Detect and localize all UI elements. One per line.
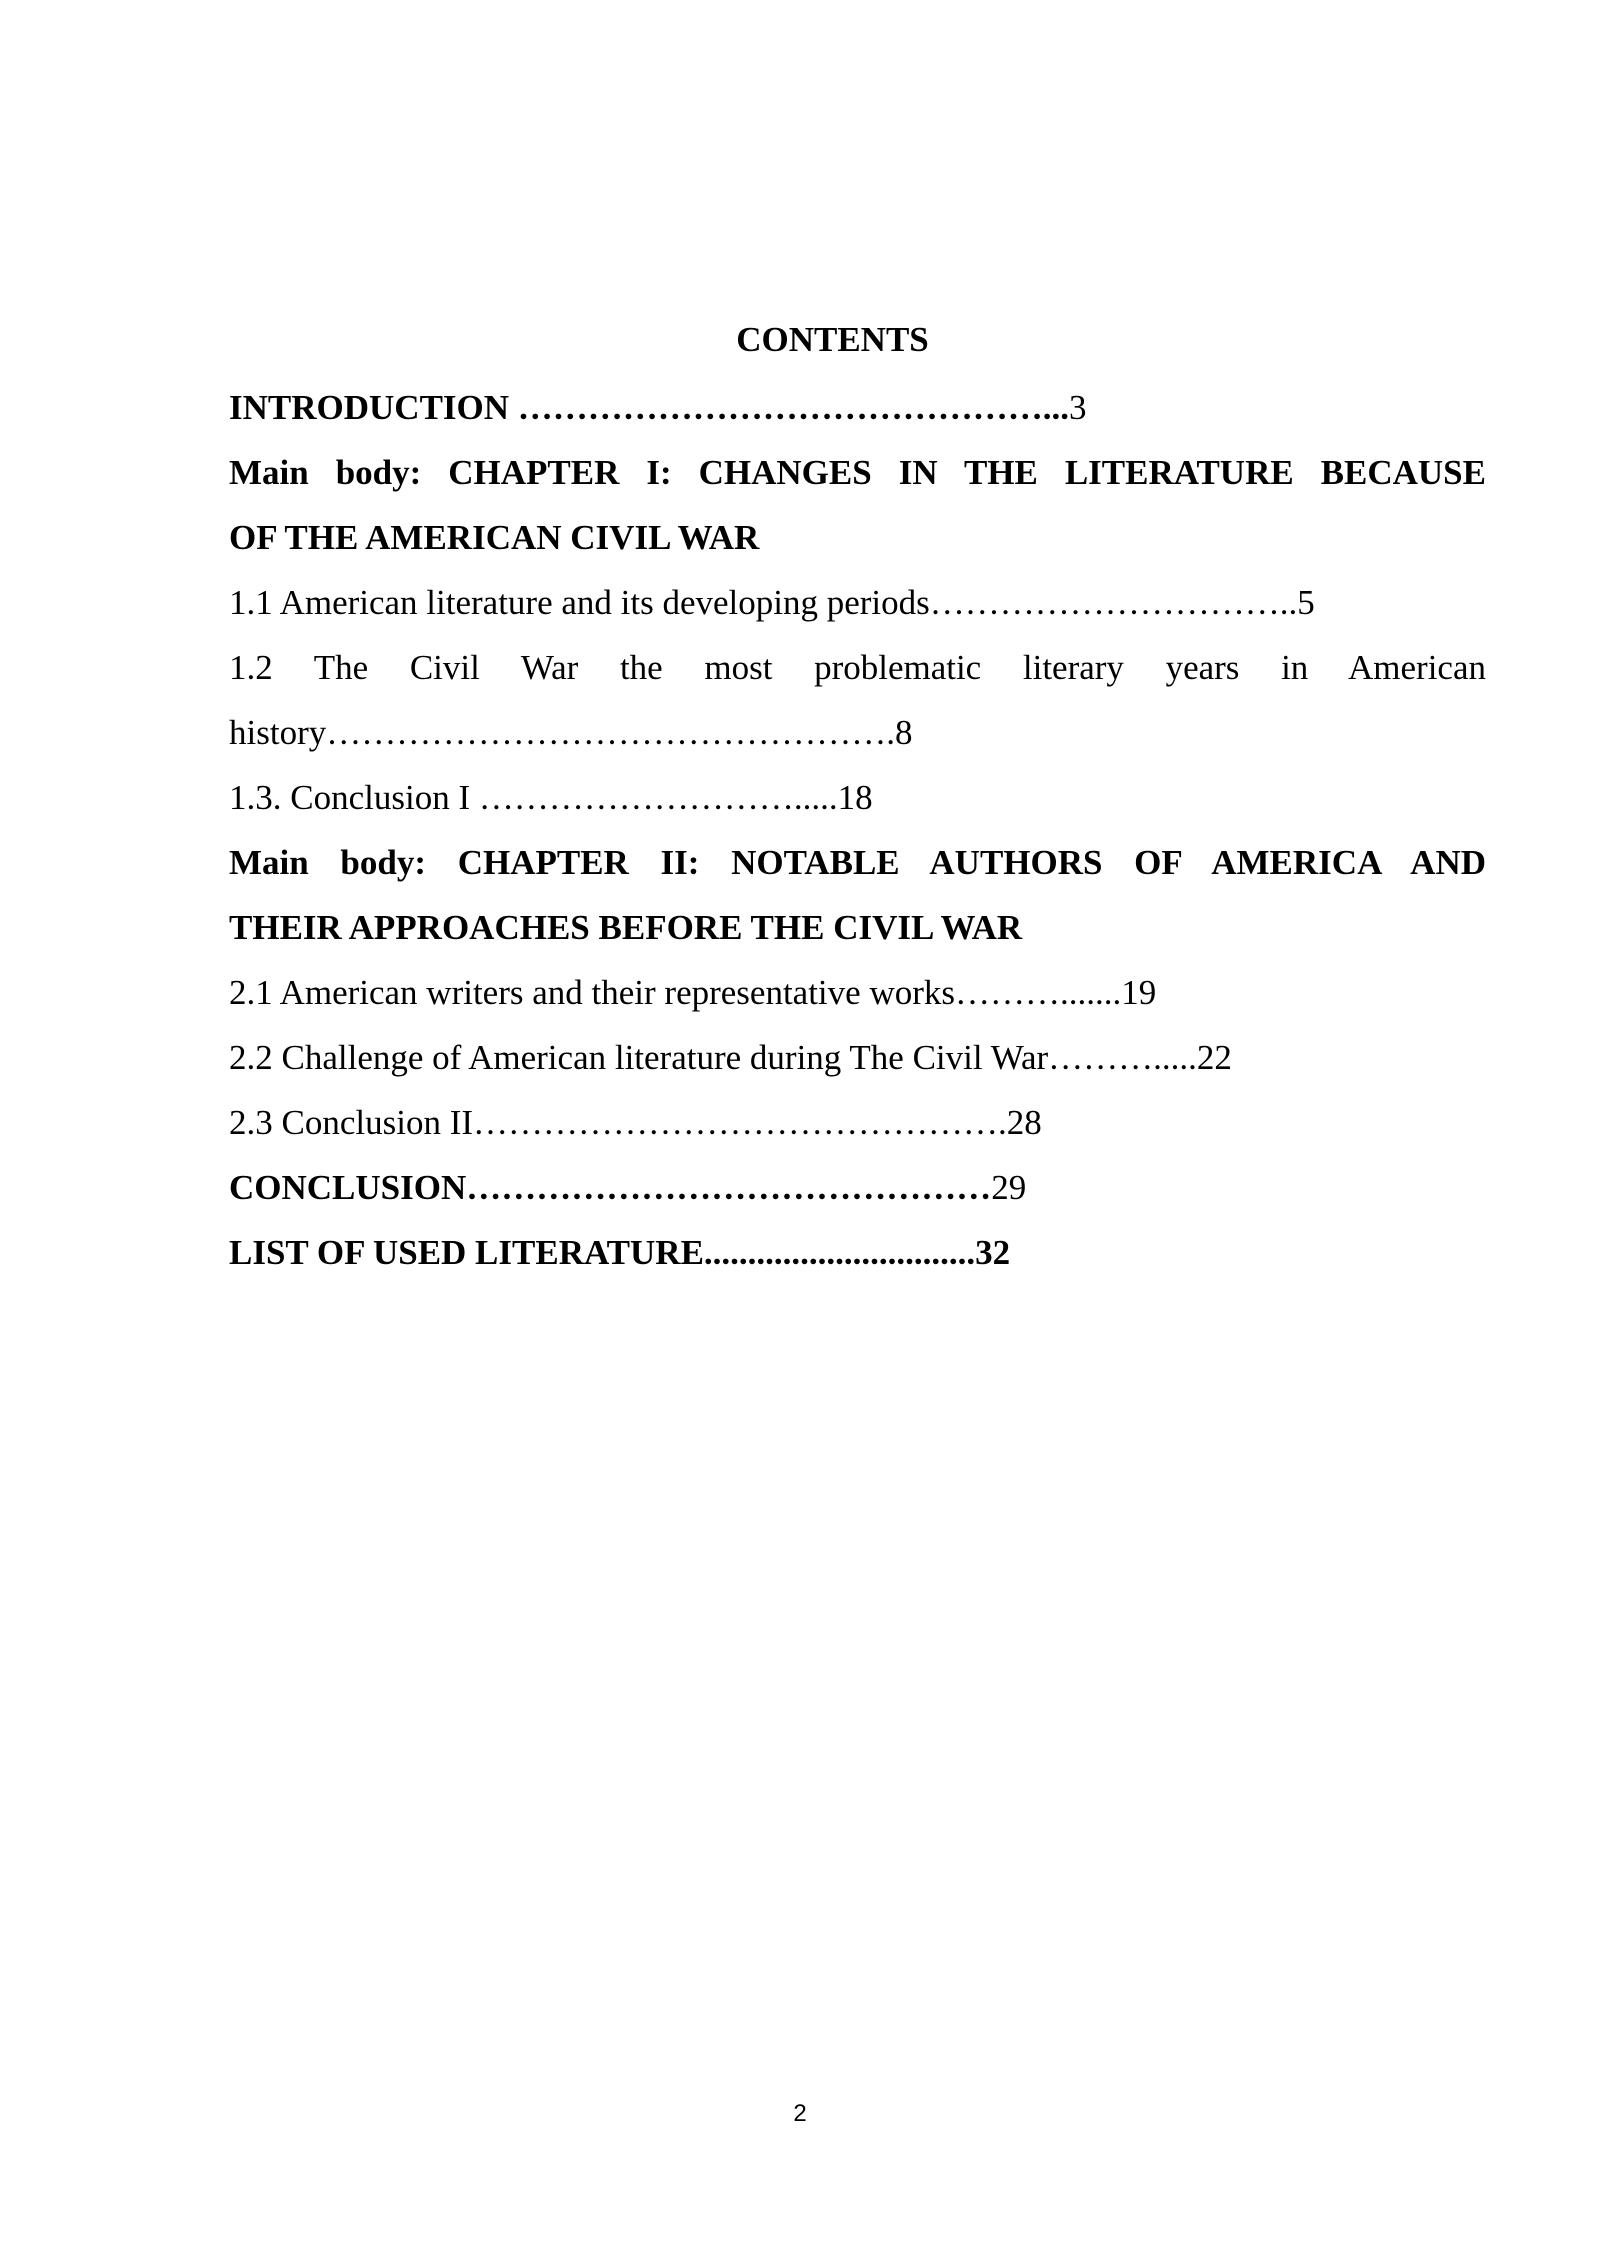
toc-entry-label: INTRODUCTION ………………………………………...: [229, 388, 1070, 427]
toc-entry-conclusion: [229, 1155, 1486, 1220]
toc-chapter-1-line-1: Main body: CHAPTER I: CHANGES IN THE LITERATURE BECAUSE: [229, 453, 1486, 492]
contents-heading: CONTENTS: [736, 320, 929, 359]
toc-chapter-1-line-2: OF THE AMERICAN CIVIL WAR: [229, 518, 760, 557]
toc-chapter-2-line-1: Main body: CHAPTER II: NOTABLE AUTHORS OF AMERICA AND: [229, 843, 1486, 882]
toc-entry-page: 28: [1006, 1103, 1042, 1142]
toc-entry-2-1: [229, 960, 1486, 1025]
toc-entry-page: 29: [991, 1168, 1027, 1207]
toc-entry-label: 2.3 Conclusion II……………………………………….: [229, 1103, 1007, 1142]
toc-chapter-2-line-2: THEIR APPROACHES BEFORE THE CIVIL WAR: [229, 908, 1023, 947]
toc-entry-page: 3: [1069, 388, 1087, 427]
toc-entry-page: 18: [837, 778, 873, 817]
table-of-contents: [229, 305, 1486, 1285]
toc-entry-label: CONCLUSION………………………………………: [229, 1168, 992, 1207]
toc-entry-page: 8: [894, 713, 913, 752]
toc-entry-label: 2.1 American writers and their representative works……….......: [229, 973, 1122, 1012]
toc-entry-label: history………………………………………….: [229, 713, 895, 752]
toc-entry-1-2-line-1: 1.2 The Civil War the most problematic literary years in American: [229, 648, 1486, 687]
toc-entry-1-3: [229, 765, 1486, 830]
toc-entry-1-2-line-2: [229, 700, 1486, 765]
toc-entry-page: 5: [1297, 583, 1315, 622]
toc-entry-used-literature: [229, 1220, 1486, 1285]
toc-entry-page: 22: [1196, 1038, 1232, 1077]
toc-entry-label: 1.1 American literature and its developing periods…………………………..: [229, 583, 1298, 622]
toc-entry-label: LIST OF USED LITERATURE...............................: [229, 1233, 976, 1272]
toc-entry-page: 19: [1121, 973, 1157, 1012]
page-number: 2: [793, 2100, 807, 2127]
toc-entry-2-3: [229, 1090, 1486, 1155]
toc-entry-2-2: [229, 1025, 1486, 1090]
toc-entry-page: 32: [975, 1233, 1011, 1272]
toc-entry-1-1: [229, 570, 1486, 635]
toc-entry-introduction: [229, 375, 1486, 440]
toc-entry-label: 1.3. Conclusion I ……………………….....: [229, 778, 838, 817]
toc-entry-label: 2.2 Challenge of American literature during The Civil War……….....: [229, 1038, 1197, 1077]
